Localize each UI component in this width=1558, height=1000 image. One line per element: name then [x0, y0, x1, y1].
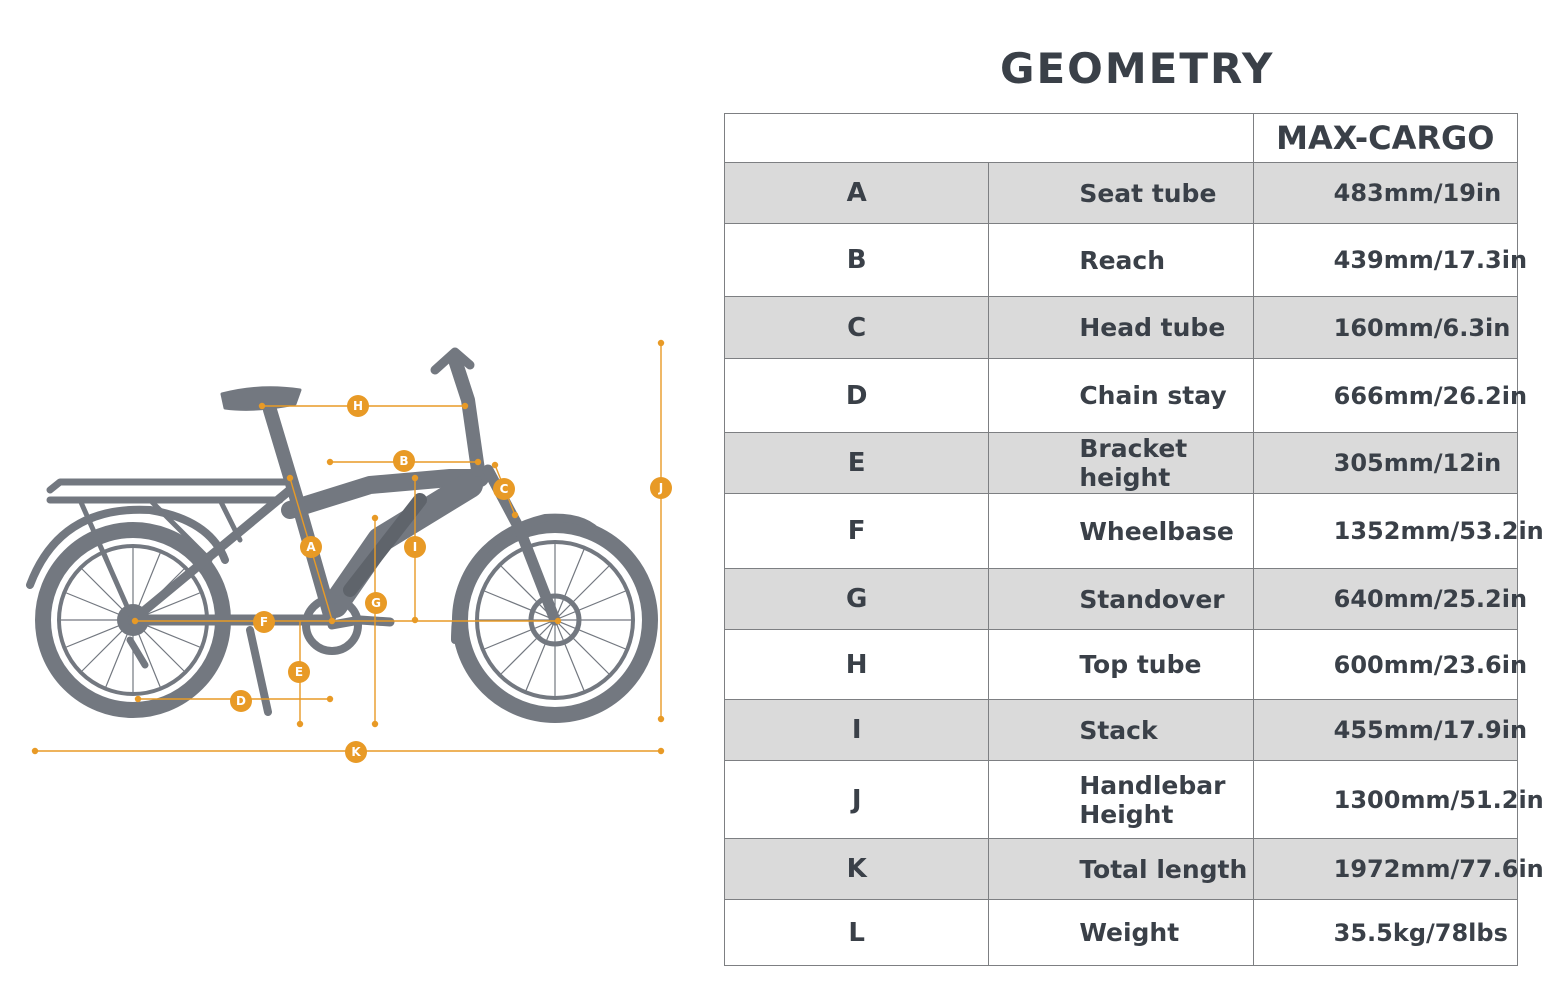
- marker-g: [365, 592, 387, 614]
- table-row: [725, 630, 1518, 700]
- bike-geometry-diagram: [0, 300, 700, 780]
- row-label: Chain stay: [989, 359, 1253, 433]
- row-letter: B: [725, 224, 989, 297]
- row-letter: I: [725, 700, 989, 761]
- row-label: Standover: [989, 569, 1253, 630]
- marker-e: [288, 661, 310, 683]
- row-label: Handlebar Height: [989, 761, 1253, 839]
- marker-c: [493, 478, 515, 500]
- marker-d: [230, 690, 252, 712]
- marker-b: [393, 450, 415, 472]
- table-row: [725, 297, 1518, 359]
- row-letter: G: [725, 569, 989, 630]
- row-value: 305mm/12in: [1253, 433, 1517, 494]
- marker-h: [347, 395, 369, 417]
- marker-a: [300, 536, 322, 558]
- row-value: 1300mm/51.2in: [1253, 761, 1517, 839]
- svg-text:H: H: [352, 399, 364, 413]
- marker-i: [404, 536, 426, 558]
- row-value: 1972mm/77.6in: [1253, 839, 1517, 900]
- model-name: MAX-CARGO: [1253, 114, 1517, 163]
- row-label: Total length: [989, 839, 1253, 900]
- svg-text:D: D: [236, 694, 246, 708]
- table-row: [725, 839, 1518, 900]
- row-label: Top tube: [989, 630, 1253, 700]
- row-value: 666mm/26.2in: [1253, 359, 1517, 433]
- row-label: Reach: [989, 224, 1253, 297]
- row-letter: C: [725, 297, 989, 359]
- head-tube-stem: [455, 360, 478, 470]
- row-letter: A: [725, 163, 989, 224]
- row-value: 483mm/19in: [1253, 163, 1517, 224]
- table-row: [725, 761, 1518, 839]
- row-value: 640mm/25.2in: [1253, 569, 1517, 630]
- row-value: 439mm/17.3in: [1253, 224, 1517, 297]
- svg-text:G: G: [371, 596, 381, 610]
- table-row: [725, 224, 1518, 297]
- svg-text:E: E: [294, 665, 304, 679]
- row-letter: F: [725, 494, 989, 569]
- rear-rack: [50, 482, 285, 500]
- row-value: 160mm/6.3in: [1253, 297, 1517, 359]
- marker-k: [345, 741, 367, 763]
- row-label: Stack: [989, 700, 1253, 761]
- row-value: 35.5kg/78lbs: [1253, 900, 1517, 966]
- table-row: [725, 359, 1518, 433]
- svg-text:B: B: [399, 454, 409, 468]
- svg-text:F: F: [259, 615, 269, 629]
- table-row: [725, 900, 1518, 966]
- table-row: [725, 569, 1518, 630]
- row-letter: H: [725, 630, 989, 700]
- row-letter: K: [725, 839, 989, 900]
- table-header-row: [725, 114, 1518, 163]
- table-row: [725, 494, 1518, 569]
- row-letter: D: [725, 359, 989, 433]
- row-label: Bracket height: [989, 433, 1253, 494]
- row-label: Seat tube: [989, 163, 1253, 224]
- svg-text:C: C: [499, 482, 509, 496]
- table-row: [725, 163, 1518, 224]
- header-blank-cell: [725, 114, 1254, 163]
- row-letter: E: [725, 433, 989, 494]
- table-row: [725, 700, 1518, 761]
- row-letter: J: [725, 761, 989, 839]
- svg-text:I: I: [412, 540, 418, 554]
- row-value: 1352mm/53.2in: [1253, 494, 1517, 569]
- row-value: 455mm/17.9in: [1253, 700, 1517, 761]
- row-value: 600mm/23.6in: [1253, 630, 1517, 700]
- marker-f: [253, 611, 275, 633]
- geometry-table: [724, 113, 1544, 966]
- svg-text:A: A: [306, 540, 316, 554]
- marker-j: [650, 477, 672, 499]
- page-title: GEOMETRY: [1000, 44, 1275, 93]
- row-letter: L: [725, 900, 989, 966]
- row-label: Weight: [989, 900, 1253, 966]
- row-label: Head tube: [989, 297, 1253, 359]
- table-row: [725, 433, 1518, 494]
- row-label: Wheelbase: [989, 494, 1253, 569]
- svg-text:J: J: [658, 481, 664, 495]
- svg-text:K: K: [351, 745, 361, 759]
